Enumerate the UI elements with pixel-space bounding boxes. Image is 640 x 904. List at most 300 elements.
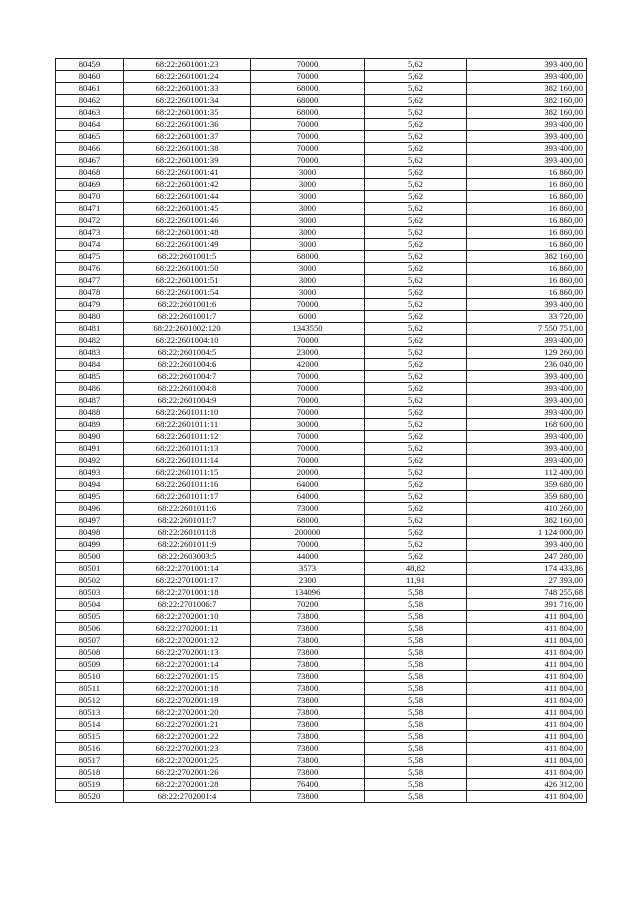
row-number-cell: 80468 (56, 167, 124, 179)
specific-value-cell: 5,62 (365, 443, 467, 455)
table-row (56, 263, 587, 275)
table-row (56, 347, 587, 359)
cadastral-value-cell: 393 400,00 (467, 155, 587, 167)
cadastral-number-cell: 68:22:2601001:50 (124, 263, 251, 275)
area-cell: 23000 (251, 347, 365, 359)
specific-value-cell: 5,62 (365, 359, 467, 371)
table-row (56, 83, 587, 95)
cadastral-value-cell: 411 804,00 (467, 683, 587, 695)
cadastral-number-cell: 68:22:2601011:10 (124, 407, 251, 419)
cadastral-number-cell: 68:22:2702001:4 (124, 791, 251, 803)
row-number-cell: 80463 (56, 107, 124, 119)
table-row (56, 515, 587, 527)
cadastral-number-cell: 68:22:2601011:14 (124, 455, 251, 467)
row-number-cell: 80470 (56, 191, 124, 203)
table-row (56, 167, 587, 179)
area-cell: 73800 (251, 767, 365, 779)
cadastral-number-cell: 68:22:2601011:6 (124, 503, 251, 515)
row-number-cell: 80515 (56, 731, 124, 743)
row-number-cell: 80504 (56, 599, 124, 611)
specific-value-cell: 5,58 (365, 743, 467, 755)
specific-value-cell: 5,58 (365, 623, 467, 635)
cadastral-number-cell: 68:22:2601001:35 (124, 107, 251, 119)
cadastral-value-cell: 382 160,00 (467, 95, 587, 107)
specific-value-cell: 5,62 (365, 527, 467, 539)
cadastral-value-cell: 411 804,00 (467, 767, 587, 779)
row-number-cell: 80493 (56, 467, 124, 479)
cadastral-number-cell: 68:22:2601011:12 (124, 431, 251, 443)
cadastral-value-cell: 382 160,00 (467, 107, 587, 119)
table-row (56, 191, 587, 203)
area-cell: 68000 (251, 95, 365, 107)
area-cell: 73800 (251, 611, 365, 623)
cadastral-value-cell: 393 400,00 (467, 299, 587, 311)
specific-value-cell: 5,62 (365, 287, 467, 299)
specific-value-cell: 5,58 (365, 731, 467, 743)
cadastral-number-cell: 68:22:2601001:45 (124, 203, 251, 215)
cadastral-number-cell: 68:22:2702001:12 (124, 635, 251, 647)
cadastral-number-cell: 68:22:2601001:6 (124, 299, 251, 311)
specific-value-cell: 5,62 (365, 491, 467, 503)
row-number-cell: 80501 (56, 563, 124, 575)
specific-value-cell: 5,62 (365, 299, 467, 311)
row-number-cell: 80491 (56, 443, 124, 455)
cadastral-value-cell: 748 255,68 (467, 587, 587, 599)
cadastral-value-cell: 411 804,00 (467, 707, 587, 719)
specific-value-cell: 5,58 (365, 767, 467, 779)
table-row (56, 383, 587, 395)
area-cell: 68000 (251, 107, 365, 119)
table-row (56, 623, 587, 635)
area-cell: 70000 (251, 395, 365, 407)
cadastral-value-cell: 393 400,00 (467, 371, 587, 383)
table-row (56, 479, 587, 491)
cadastral-number-cell: 68:22:2702001:21 (124, 719, 251, 731)
cadastral-number-cell: 68:22:2701001:14 (124, 563, 251, 575)
cadastral-value-cell: 411 804,00 (467, 647, 587, 659)
row-number-cell: 80514 (56, 719, 124, 731)
table-row (56, 743, 587, 755)
cadastral-number-cell: 68:22:2601011:9 (124, 539, 251, 551)
table-row (56, 539, 587, 551)
cadastral-value-cell: 410 260,00 (467, 503, 587, 515)
table-row (56, 407, 587, 419)
specific-value-cell: 5,62 (365, 227, 467, 239)
cadastral-number-cell: 68:22:2601011:17 (124, 491, 251, 503)
specific-value-cell: 5,62 (365, 275, 467, 287)
table-row (56, 59, 587, 71)
specific-value-cell: 5,58 (365, 671, 467, 683)
table-row (56, 359, 587, 371)
cadastral-value-cell: 112 400,00 (467, 467, 587, 479)
specific-value-cell: 5,62 (365, 455, 467, 467)
specific-value-cell: 5,58 (365, 695, 467, 707)
cadastral-number-cell: 68:22:2601004:5 (124, 347, 251, 359)
cadastral-number-cell: 68:22:2601011:8 (124, 527, 251, 539)
cadastral-number-cell: 68:22:2601001:23 (124, 59, 251, 71)
table-row (56, 611, 587, 623)
cadastral-number-cell: 68:22:2601001:39 (124, 155, 251, 167)
row-number-cell: 80461 (56, 83, 124, 95)
table-row (56, 635, 587, 647)
cadastral-value-cell: 7 550 751,00 (467, 323, 587, 335)
area-cell: 70000 (251, 539, 365, 551)
cadastral-number-cell: 68:22:2601001:54 (124, 287, 251, 299)
row-number-cell: 80500 (56, 551, 124, 563)
area-cell: 1343550 (251, 323, 365, 335)
specific-value-cell: 5,62 (365, 419, 467, 431)
table-row (56, 299, 587, 311)
table-row (56, 755, 587, 767)
cadastral-number-cell: 68:22:2601004:9 (124, 395, 251, 407)
area-cell: 3000 (251, 215, 365, 227)
table-row (56, 335, 587, 347)
cadastral-number-cell: 68:22:2702001:10 (124, 611, 251, 623)
row-number-cell: 80477 (56, 275, 124, 287)
area-cell: 68000 (251, 83, 365, 95)
cadastral-number-cell: 68:22:2601004:6 (124, 359, 251, 371)
row-number-cell: 80518 (56, 767, 124, 779)
table-row (56, 695, 587, 707)
table-row (56, 791, 587, 803)
table-row (56, 107, 587, 119)
area-cell: 73800 (251, 743, 365, 755)
area-cell: 70000 (251, 59, 365, 71)
table-row (56, 143, 587, 155)
table-row (56, 563, 587, 575)
row-number-cell: 80465 (56, 131, 124, 143)
table-row (56, 599, 587, 611)
cadastral-value-cell: 393 400,00 (467, 335, 587, 347)
cadastral-value-cell: 411 804,00 (467, 743, 587, 755)
cadastral-value-cell: 411 804,00 (467, 611, 587, 623)
area-cell: 68000 (251, 515, 365, 527)
row-number-cell: 80472 (56, 215, 124, 227)
specific-value-cell: 5,62 (365, 203, 467, 215)
area-cell: 2300 (251, 575, 365, 587)
row-number-cell: 80474 (56, 239, 124, 251)
row-number-cell: 80499 (56, 539, 124, 551)
cadastral-value-cell: 393 400,00 (467, 395, 587, 407)
specific-value-cell: 5,62 (365, 155, 467, 167)
table-row (56, 443, 587, 455)
cadastral-number-cell: 68:22:2601011:16 (124, 479, 251, 491)
cadastral-number-cell: 68:22:2601001:36 (124, 119, 251, 131)
specific-value-cell: 5,58 (365, 779, 467, 791)
table-row (56, 467, 587, 479)
cadastral-value-cell: 16 860,00 (467, 167, 587, 179)
area-cell: 70000 (251, 131, 365, 143)
row-number-cell: 80459 (56, 59, 124, 71)
row-number-cell: 80517 (56, 755, 124, 767)
cadastral-number-cell: 68:22:2601001:51 (124, 275, 251, 287)
row-number-cell: 80487 (56, 395, 124, 407)
row-number-cell: 80475 (56, 251, 124, 263)
specific-value-cell: 5,62 (365, 119, 467, 131)
cadastral-value-cell: 382 160,00 (467, 515, 587, 527)
cadastral-number-cell: 68:22:2601011:11 (124, 419, 251, 431)
row-number-cell: 80469 (56, 179, 124, 191)
row-number-cell: 80502 (56, 575, 124, 587)
cadastral-value-cell: 393 400,00 (467, 131, 587, 143)
cadastral-value-table (55, 58, 587, 803)
table-row (56, 671, 587, 683)
cadastral-number-cell: 68:22:2702001:26 (124, 767, 251, 779)
cadastral-value-cell: 16 860,00 (467, 227, 587, 239)
cadastral-value-cell: 129 260,00 (467, 347, 587, 359)
cadastral-number-cell: 68:22:2701006:7 (124, 599, 251, 611)
row-number-cell: 80512 (56, 695, 124, 707)
row-number-cell: 80496 (56, 503, 124, 515)
row-number-cell: 80519 (56, 779, 124, 791)
area-cell: 70200 (251, 599, 365, 611)
row-number-cell: 80467 (56, 155, 124, 167)
row-number-cell: 80488 (56, 407, 124, 419)
cadastral-number-cell: 68:22:2702001:11 (124, 623, 251, 635)
row-number-cell: 80506 (56, 623, 124, 635)
cadastral-number-cell: 68:22:2702001:20 (124, 707, 251, 719)
area-cell: 73800 (251, 707, 365, 719)
cadastral-number-cell: 68:22:2601001:37 (124, 131, 251, 143)
area-cell: 64000 (251, 491, 365, 503)
area-cell: 73800 (251, 791, 365, 803)
cadastral-value-cell: 393 400,00 (467, 59, 587, 71)
cadastral-value-cell: 16 860,00 (467, 287, 587, 299)
table-row (56, 275, 587, 287)
table-row (56, 395, 587, 407)
row-number-cell: 80466 (56, 143, 124, 155)
cadastral-value-cell: 393 400,00 (467, 71, 587, 83)
specific-value-cell: 5,62 (365, 215, 467, 227)
table-row (56, 779, 587, 791)
specific-value-cell: 5,62 (365, 131, 467, 143)
specific-value-cell: 5,58 (365, 659, 467, 671)
area-cell: 70000 (251, 455, 365, 467)
table-row (56, 119, 587, 131)
area-cell: 70000 (251, 407, 365, 419)
cadastral-value-cell: 393 400,00 (467, 383, 587, 395)
area-cell: 3000 (251, 275, 365, 287)
row-number-cell: 80484 (56, 359, 124, 371)
cadastral-number-cell: 68:22:2702001:13 (124, 647, 251, 659)
row-number-cell: 80482 (56, 335, 124, 347)
cadastral-number-cell: 68:22:2601001:41 (124, 167, 251, 179)
area-cell: 3000 (251, 263, 365, 275)
cadastral-number-cell: 68:22:2702001:19 (124, 695, 251, 707)
area-cell: 70000 (251, 371, 365, 383)
area-cell: 6000 (251, 311, 365, 323)
specific-value-cell: 5,62 (365, 239, 467, 251)
cadastral-value-cell: 393 400,00 (467, 407, 587, 419)
table-row (56, 527, 587, 539)
row-number-cell: 80492 (56, 455, 124, 467)
row-number-cell: 80507 (56, 635, 124, 647)
specific-value-cell: 5,62 (365, 107, 467, 119)
area-cell: 73800 (251, 695, 365, 707)
cadastral-value-cell: 174 433,86 (467, 563, 587, 575)
table-row (56, 251, 587, 263)
specific-value-cell: 5,58 (365, 635, 467, 647)
cadastral-number-cell: 68:22:2702001:14 (124, 659, 251, 671)
area-cell: 70000 (251, 431, 365, 443)
area-cell: 73800 (251, 623, 365, 635)
table-row (56, 155, 587, 167)
cadastral-value-cell: 411 804,00 (467, 659, 587, 671)
cadastral-number-cell: 68:22:2601001:42 (124, 179, 251, 191)
row-number-cell: 80490 (56, 431, 124, 443)
area-cell: 70000 (251, 383, 365, 395)
row-number-cell: 80505 (56, 611, 124, 623)
cadastral-number-cell: 68:22:2702001:15 (124, 671, 251, 683)
cadastral-number-cell: 68:22:2701001:17 (124, 575, 251, 587)
cadastral-value-cell: 359 680,00 (467, 491, 587, 503)
table-row (56, 575, 587, 587)
area-cell: 73800 (251, 647, 365, 659)
cadastral-number-cell: 68:22:2702001:22 (124, 731, 251, 743)
cadastral-number-cell: 68:22:2702001:23 (124, 743, 251, 755)
table-row (56, 731, 587, 743)
cadastral-value-cell: 1 124 000,00 (467, 527, 587, 539)
table-body (56, 59, 587, 803)
cadastral-number-cell: 68:22:2601001:49 (124, 239, 251, 251)
table-row (56, 323, 587, 335)
specific-value-cell: 5,58 (365, 755, 467, 767)
table-row (56, 419, 587, 431)
area-cell: 73800 (251, 659, 365, 671)
specific-value-cell: 5,62 (365, 311, 467, 323)
area-cell: 64000 (251, 479, 365, 491)
cadastral-number-cell: 68:22:2701001:18 (124, 587, 251, 599)
table-row (56, 179, 587, 191)
specific-value-cell: 5,62 (365, 95, 467, 107)
table-row (56, 95, 587, 107)
area-cell: 73800 (251, 755, 365, 767)
cadastral-number-cell: 68:22:2702001:28 (124, 779, 251, 791)
table-row (56, 719, 587, 731)
row-number-cell: 80516 (56, 743, 124, 755)
cadastral-value-cell: 411 804,00 (467, 623, 587, 635)
specific-value-cell: 5,62 (365, 467, 467, 479)
cadastral-value-cell: 411 804,00 (467, 671, 587, 683)
table-row (56, 131, 587, 143)
table-row (56, 287, 587, 299)
table-row (56, 431, 587, 443)
table-row (56, 371, 587, 383)
area-cell: 70000 (251, 335, 365, 347)
cadastral-value-cell: 168 600,00 (467, 419, 587, 431)
area-cell: 200000 (251, 527, 365, 539)
area-cell: 70000 (251, 155, 365, 167)
cadastral-value-cell: 411 804,00 (467, 755, 587, 767)
cadastral-number-cell: 68:22:2601004:8 (124, 383, 251, 395)
area-cell: 73800 (251, 635, 365, 647)
area-cell: 73800 (251, 719, 365, 731)
row-number-cell: 80497 (56, 515, 124, 527)
cadastral-value-cell: 426 312,00 (467, 779, 587, 791)
row-number-cell: 80462 (56, 95, 124, 107)
cadastral-value-cell: 236 040,00 (467, 359, 587, 371)
cadastral-value-cell: 411 804,00 (467, 635, 587, 647)
specific-value-cell: 5,58 (365, 587, 467, 599)
table-row (56, 203, 587, 215)
row-number-cell: 80480 (56, 311, 124, 323)
cadastral-number-cell: 68:22:2601011:15 (124, 467, 251, 479)
table-row (56, 455, 587, 467)
cadastral-number-cell: 68:22:2601001:46 (124, 215, 251, 227)
cadastral-value-cell: 16 860,00 (467, 191, 587, 203)
specific-value-cell: 5,62 (365, 515, 467, 527)
cadastral-value-cell: 247 280,00 (467, 551, 587, 563)
specific-value-cell: 5,62 (365, 395, 467, 407)
area-cell: 70000 (251, 443, 365, 455)
cadastral-value-cell: 393 400,00 (467, 443, 587, 455)
cadastral-value-cell: 27 393,00 (467, 575, 587, 587)
specific-value-cell: 5,58 (365, 719, 467, 731)
specific-value-cell: 5,62 (365, 191, 467, 203)
area-cell: 3573 (251, 563, 365, 575)
specific-value-cell: 5,62 (365, 551, 467, 563)
row-number-cell: 80471 (56, 203, 124, 215)
cadastral-number-cell: 68:22:2603003:5 (124, 551, 251, 563)
cadastral-number-cell: 68:22:2601001:33 (124, 83, 251, 95)
specific-value-cell: 5,62 (365, 431, 467, 443)
cadastral-value-cell: 391 716,00 (467, 599, 587, 611)
specific-value-cell: 11,91 (365, 575, 467, 587)
cadastral-number-cell: 68:22:2601002:120 (124, 323, 251, 335)
row-number-cell: 80464 (56, 119, 124, 131)
cadastral-value-cell: 393 400,00 (467, 539, 587, 551)
specific-value-cell: 48,82 (365, 563, 467, 575)
row-number-cell: 80479 (56, 299, 124, 311)
specific-value-cell: 5,62 (365, 383, 467, 395)
row-number-cell: 80509 (56, 659, 124, 671)
cadastral-value-cell: 411 804,00 (467, 719, 587, 731)
specific-value-cell: 5,62 (365, 251, 467, 263)
cadastral-value-cell: 16 860,00 (467, 275, 587, 287)
cadastral-value-cell: 16 860,00 (467, 239, 587, 251)
cadastral-value-cell: 393 400,00 (467, 143, 587, 155)
specific-value-cell: 5,62 (365, 503, 467, 515)
table-row (56, 707, 587, 719)
area-cell: 76400 (251, 779, 365, 791)
area-cell: 73800 (251, 683, 365, 695)
specific-value-cell: 5,62 (365, 71, 467, 83)
specific-value-cell: 5,62 (365, 335, 467, 347)
specific-value-cell: 5,62 (365, 263, 467, 275)
table-row (56, 587, 587, 599)
cadastral-number-cell: 68:22:2601001:7 (124, 311, 251, 323)
specific-value-cell: 5,58 (365, 611, 467, 623)
row-number-cell: 80481 (56, 323, 124, 335)
specific-value-cell: 5,62 (365, 179, 467, 191)
specific-value-cell: 5,62 (365, 167, 467, 179)
cadastral-value-cell: 411 804,00 (467, 731, 587, 743)
table-row (56, 683, 587, 695)
cadastral-number-cell: 68:22:2601001:38 (124, 143, 251, 155)
table-row (56, 215, 587, 227)
cadastral-value-cell: 393 400,00 (467, 119, 587, 131)
row-number-cell: 80473 (56, 227, 124, 239)
row-number-cell: 80495 (56, 491, 124, 503)
area-cell: 70000 (251, 71, 365, 83)
row-number-cell: 80513 (56, 707, 124, 719)
cadastral-number-cell: 68:22:2601001:48 (124, 227, 251, 239)
area-cell: 44000 (251, 551, 365, 563)
cadastral-number-cell: 68:22:2601001:24 (124, 71, 251, 83)
area-cell: 3000 (251, 179, 365, 191)
cadastral-value-cell: 382 160,00 (467, 251, 587, 263)
cadastral-value-cell: 16 860,00 (467, 263, 587, 275)
